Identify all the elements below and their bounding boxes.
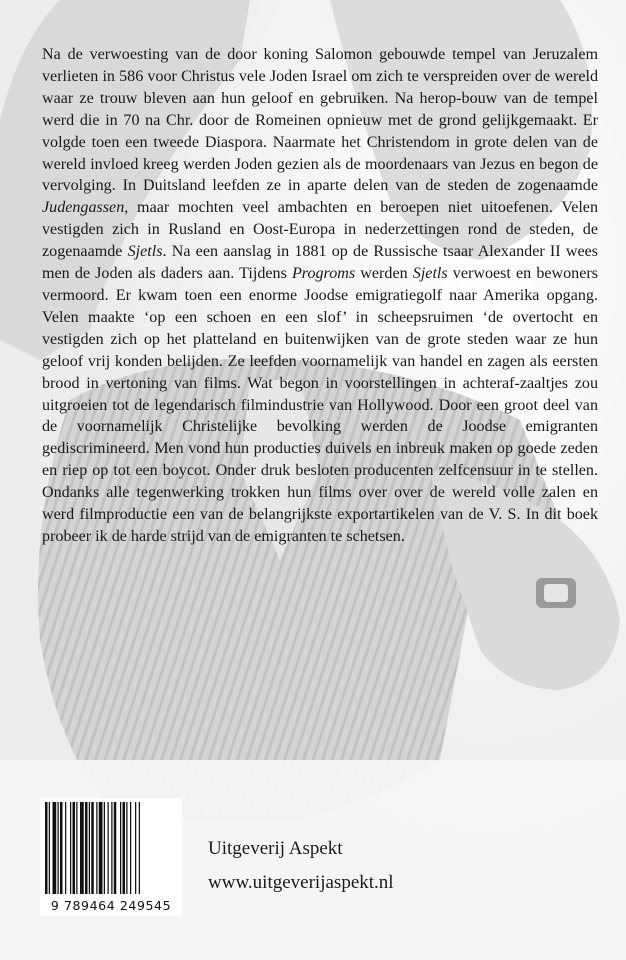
barcode-bar: [130, 802, 131, 894]
isbn-number: 9 789464 249545: [50, 898, 172, 913]
barcode-bar: [53, 802, 57, 894]
barcode-bar: [104, 802, 105, 894]
barcode-bar: [108, 802, 109, 894]
blurb-text-3: . Na een aanslag in 1881 op de Russische tsaar Alexander II wees men de Joden als daders aan. Tijdens: [42, 243, 598, 283]
barcode-bar: [70, 802, 71, 894]
barcode-bar: [80, 802, 84, 894]
barcode-bar: [76, 802, 77, 894]
back-cover-blurb: [42, 44, 598, 548]
barcode-bar: [85, 802, 88, 894]
barcode-bar: [99, 802, 103, 894]
barcode-bar: [96, 802, 97, 894]
barcode-bar: [65, 802, 66, 894]
barcode-bar: [60, 802, 63, 894]
blurb-text-1: Na de verwoesting van de door koning Salomon gebouwde tempel van Jeruzalem verlieten in 586 voor Christus vele Joden Israel om zich te verspreiden over de wereld waar ze trouw bleven aan hun geloof en gebruiken. Na herop-bouw van de tempel werd die in 70 na Chr. door de Romeinen opnieuw met de grond gelijkgemaakt. Er volgde toen een tweede Diaspora. Naarmate het Christendom in grote delen van de wereld invloed kreeg werden Joden gezien als de moordenaars van Jezus en begon de vervolging. In Duitsland leefden ze in aparte delen van de steden de zogenaamde: [42, 46, 598, 195]
barcode-bar: [126, 802, 127, 894]
barcode-bar: [58, 802, 59, 894]
barcode-bar: [89, 802, 90, 894]
isbn-barcode: [40, 798, 182, 916]
blurb-text-2: , maar mochten veel ambachten en beroepen niet uitoefenen. Velen vestigden zich in Rusland en Oost-Europa in nederzettingen rond de steden, de zogenaamde: [42, 199, 598, 261]
term-judengassen: Judengassen: [42, 199, 125, 217]
barcode-bar: [45, 802, 48, 894]
term-sjetls-2: Sjetls: [412, 265, 448, 283]
barcode-bar: [139, 802, 140, 894]
barcode-bar: [135, 802, 136, 894]
barcode-bars: [45, 802, 177, 894]
term-progroms: Progroms: [291, 265, 356, 283]
barcode-bar: [123, 802, 126, 894]
barcode-bar: [120, 802, 121, 894]
term-sjetls: Sjetls: [127, 243, 163, 261]
publisher-name: Uitgeverij Aspekt: [208, 838, 343, 859]
barcode-bar: [91, 802, 94, 894]
blurb-text-4: werden: [355, 265, 413, 283]
publisher-website: www.uitgeverijaspekt.nl: [208, 872, 394, 893]
blurb-text-5: verwoest en bewoners vermoord. Er kwam toen een enorme Joodse emigratiegolf naar Amerika opgang. Velen maakte ‘op een schoen en een slof’ in scheepsruimen ‘de overtocht en vestigden zich op het platteland en buitenwijken van de grote steden waar ze hun geloof vrij konden belijden. Ze leefden voornamelijk van handel en zagen als eersten brood in vertoning van films. Wat begon in voorstellingen in achteraf-zaaltjes zou uitgroeien tot de legendarisch filmindustrie van Hollywood. Door een groot deel van de voornamelijk Christelijke bevolking werden de Joodse emigranten gediscrimineerd. Men vond hun producties duivels en inbreuk maken op goede zeden en riep op tot een boycot. Onder druk besloten producenten zelfcensuur in te stellen. Ondanks alle tegenwerking trokken hun films over over de wereld volle zalen en werd filmproductie een van de belangrijkste exportartikelen van de V. S. In dit boek probeer ik de harde strijd van de emigranten te schetsen.: [42, 265, 598, 545]
barcode-bar: [111, 802, 112, 894]
barcode-bar: [49, 802, 50, 894]
barcode-bar: [73, 802, 76, 894]
barcode-bar: [114, 802, 117, 894]
